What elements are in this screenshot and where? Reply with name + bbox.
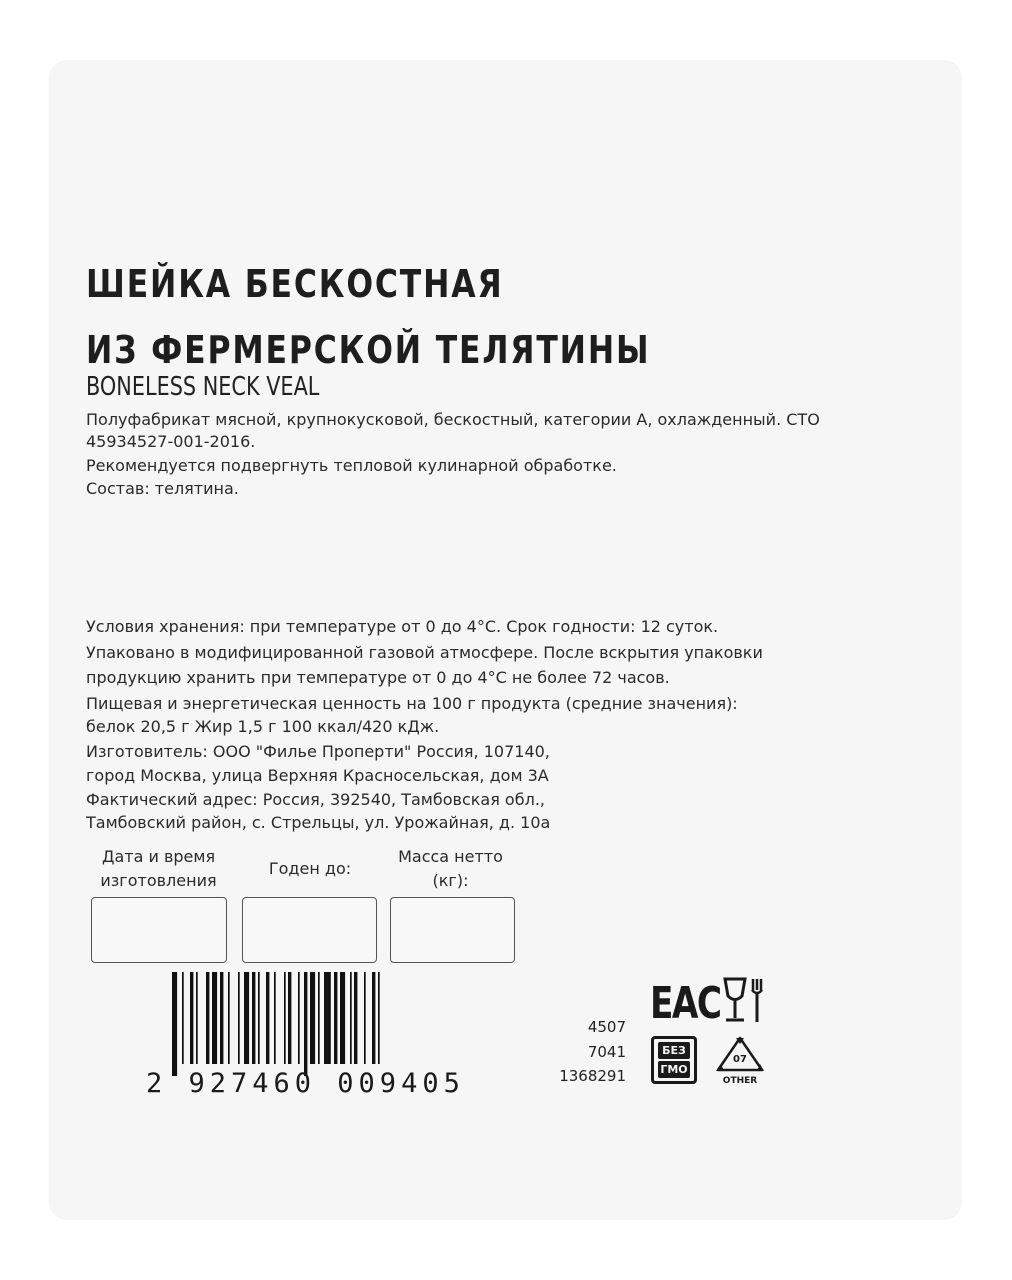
net-weight-box [390,897,515,963]
recycle-number: 07 [733,1054,747,1065]
expiry-date-box [242,897,377,963]
address-line: Тамбовский район, с. Стрельцы, ул. Урожайная, д. 10а [86,813,551,832]
nutrition-line: белок 20,5 г Жир 1,5 г 100 ккал/420 кДж. [86,717,440,736]
product-title-line1: ШЕЙКА БЕСКОСТНАЯ [86,262,504,306]
field-label-expiry: Годен до: [268,859,352,878]
gmo-free-bottom: ГМО [658,1061,690,1078]
recycle-label: OTHER [722,1076,758,1086]
description-line: 45934527-001-2016. [86,432,256,451]
gmo-free-icon [651,1036,697,1084]
storage-line: продукцию хранить при температуре от 0 до 4°С не более 72 часов. [86,668,670,687]
description-line: Полуфабрикат мясной, крупнокусковой, бескостный, категории А, охлажденный. СТО [86,410,820,429]
batch-code: 4507 [587,1018,626,1036]
batch-code: 1368291 [559,1067,626,1085]
manufacturer-line: город Москва, улица Верхняя Красносельская, дом 3А [86,766,549,785]
eac-mark-icon: EAC [650,978,721,1029]
manufacturer-line: Изготовитель: ООО "Филье Проперти" Россия, 107140, [86,742,550,761]
production-date-box [91,897,227,963]
gmo-free-top: БЕЗ [658,1042,690,1059]
storage-line: Упаковано в модифицированной газовой атмосфере. После вскрытия упаковки [86,643,763,662]
product-subtitle: BONELESS NECK VEAL [86,372,320,402]
barcode [172,972,442,1076]
storage-line: Условия хранения: при температуре от 0 до 4°С. Срок годности: 12 суток. [86,617,719,636]
batch-code: 7041 [587,1043,626,1061]
field-label-production-date: Дата и время изготовления [100,847,217,890]
glass-fork-icon [720,976,766,1026]
address-line: Фактический адрес: Россия, 392540, Тамбовская обл., [86,790,545,809]
product-title-line2: ИЗ ФЕРМЕРСКОЙ ТЕЛЯТИНЫ [86,328,651,372]
composition-line: Состав: телятина. [86,479,239,498]
description-line: Рекомендуется подвергнуть тепловой кулинарной обработке. [86,456,617,475]
nutrition-line: Пищевая и энергетическая ценность на 100 г продукта (средние значения): [86,694,738,713]
barcode-digits: 2 927460 009405 [146,1068,465,1099]
field-label-net-weight: Масса нетто (кг): [398,847,503,890]
